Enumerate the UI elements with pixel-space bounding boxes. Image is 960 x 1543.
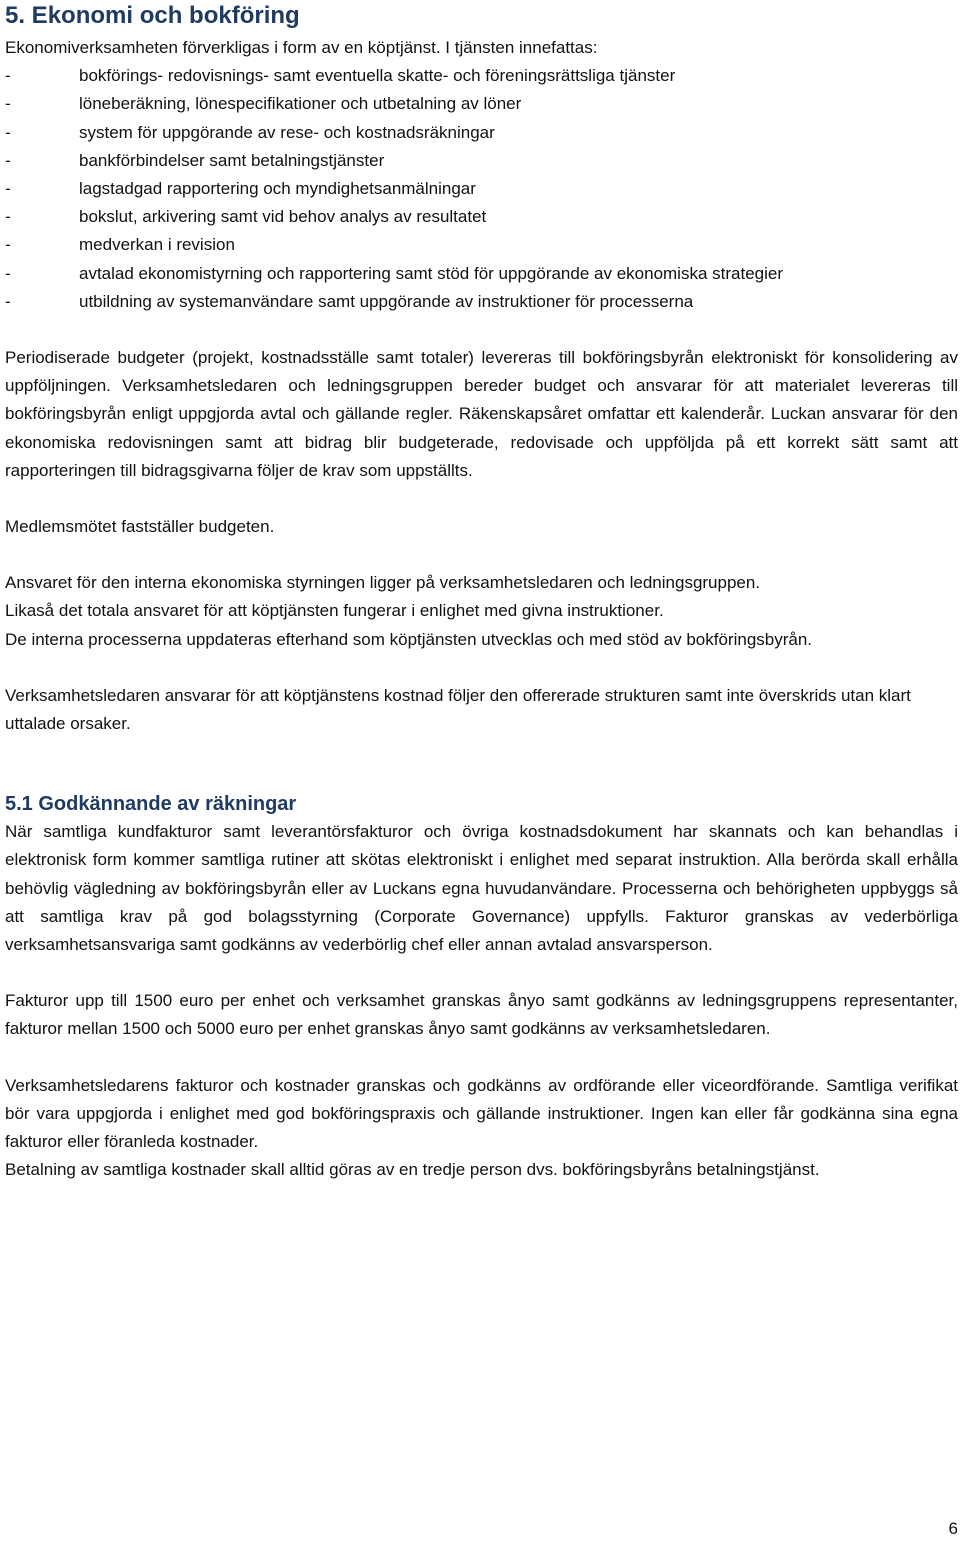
spacer: [5, 654, 958, 682]
list-dash: -: [5, 291, 11, 311]
meeting-paragraph: Medlemsmötet fastställer budgeten.: [5, 517, 275, 537]
list-item-text: medverkan i revision: [79, 235, 235, 255]
list-item: [5, 147, 958, 175]
page-number: 6: [948, 1519, 958, 1538]
approval-paragraph-1: När samtliga kundfakturor samt leverantörsfakturor och övriga kostnadsdokument har skannats och kan behandlas i elektronisk form kommer samtliga rutiner att skötas elektroniskt i enlighet med separat instruktion. Alla berörda skall erhålla behövlig vägledning av bokföringsbyrån eller av Luckans egna huvudanvändare. Processerna och behörigheten uppbyggs så att samtliga krav på god bolagsstyrning (Corporate Governance) uppfylls. Fakturor granskas av vederbörliga verksamhetsansvariga samt godkänns av vederbörlig chef eller annan avtalad ansvarsperson.: [5, 822, 958, 955]
responsibility-paragraph-2: Likaså det totala ansvaret för att köptjänsten fungerar i enlighet med givna instruktioner.: [5, 601, 664, 621]
list-item: [5, 175, 958, 203]
list-dash: -: [5, 179, 11, 199]
list-dash: -: [5, 94, 11, 114]
services-list: [5, 62, 958, 316]
responsibility-paragraph-3: De interna processerna uppdateras efterhand som köptjänsten utvecklas och med stöd av bokföringsbyrån.: [5, 629, 813, 649]
approval-paragraph-2: Fakturor upp till 1500 euro per enhet och verksamhet granskas ånyo samt godkänns av ledningsgruppens representanter, fakturor mellan 1500 och 5000 euro per enhet granskas ånyo samt godkänns av verksamhetsledaren.: [5, 991, 958, 1039]
costs-paragraph: Verksamhetsledaren ansvarar för att köptjänstens kostnad följer den offererade strukturen samt inte överskrids utan klart uttalade orsaker.: [5, 685, 911, 734]
list-item-text: bokslut, arkivering samt vid behov analys av resultatet: [79, 207, 487, 227]
list-dash: -: [5, 122, 11, 142]
document-content: [5, 0, 958, 1185]
list-item: [5, 90, 958, 118]
subsection-title: 5.1 Godkännande av räkningar: [5, 793, 297, 816]
list-dash: -: [5, 66, 11, 86]
approval-paragraph-3a: Verksamhetsledarens fakturor och kostnader granskas och godkänns av ordförande eller viceordförande. Samtliga verifikat bör vara uppgjorda i enlighet med god bokföringspraxis och gällande instruktioner. Ingen kan eller får godkänna sina egna fakturor eller föranleda kostnader.: [5, 1075, 958, 1152]
spacer: [5, 541, 958, 569]
list-dash: -: [5, 150, 11, 170]
list-item-text: löneberäkning, lönespecifikationer och utbetalning av löner: [79, 94, 522, 114]
list-item-text: utbildning av systemanvändare samt uppgörande av instruktioner för processerna: [79, 291, 694, 311]
approval-paragraph-3b: Betalning av samtliga kostnader skall alltid göras av en tredje person dvs. bokföringsbyråns betalningstjänst.: [5, 1160, 820, 1180]
list-dash: -: [5, 263, 11, 283]
budget-paragraph: Periodiserade budgeter (projekt, kostnadsställe samt totaler) levereras till bokföringsbyrån elektroniskt för konsolidering av uppföljningen. Verksamhetsledaren och ledningsgruppen bereder budget och ansvarar för att materialet levereras till bokföringsbyrån enligt uppgjorda avtal och gällande regler. Räkenskapsåret omfattar ett kalenderår. Luckan ansvarar för den ekonomiska redovisningen samt att bidrag blir budgeterade, redovisade och uppföljda på ett korrekt sätt samt att rapporteringen till bidragsgivarna följer de krav som uppställts.: [5, 348, 958, 480]
list-item: [5, 231, 958, 259]
spacer: [5, 316, 958, 344]
list-item-text: bokförings- redovisnings- samt eventuella skatte- och föreningsrättsliga tjänster: [79, 66, 676, 86]
list-item-text: lagstadgad rapportering och myndighetsanmälningar: [79, 179, 476, 199]
list-item: [5, 62, 958, 90]
list-item: [5, 119, 958, 147]
spacer: [5, 959, 958, 987]
intro-paragraph: Ekonomiverksamheten förverkligas i form av en köptjänst. I tjänsten innefattas:: [5, 38, 598, 57]
spacer: [5, 738, 958, 790]
list-item-text: avtalad ekonomistyrning och rapportering samt stöd för uppgörande av ekonomiska strategier: [79, 263, 783, 283]
list-item: [5, 288, 958, 316]
list-item-text: system för uppgörande av rese- och kostnadsräkningar: [79, 122, 495, 142]
section-title: 5. Ekonomi och bokföring: [5, 2, 300, 29]
list-item-text: bankförbindelser samt betalningstjänster: [79, 150, 385, 170]
list-item: [5, 260, 958, 288]
spacer: [5, 485, 958, 513]
list-dash: -: [5, 207, 11, 227]
spacer: [5, 1044, 958, 1072]
responsibility-paragraph-1: Ansvaret för den interna ekonomiska styrningen ligger på verksamhetsledaren och ledningsgruppen.: [5, 573, 761, 593]
list-item: [5, 203, 958, 231]
list-dash: -: [5, 235, 11, 255]
